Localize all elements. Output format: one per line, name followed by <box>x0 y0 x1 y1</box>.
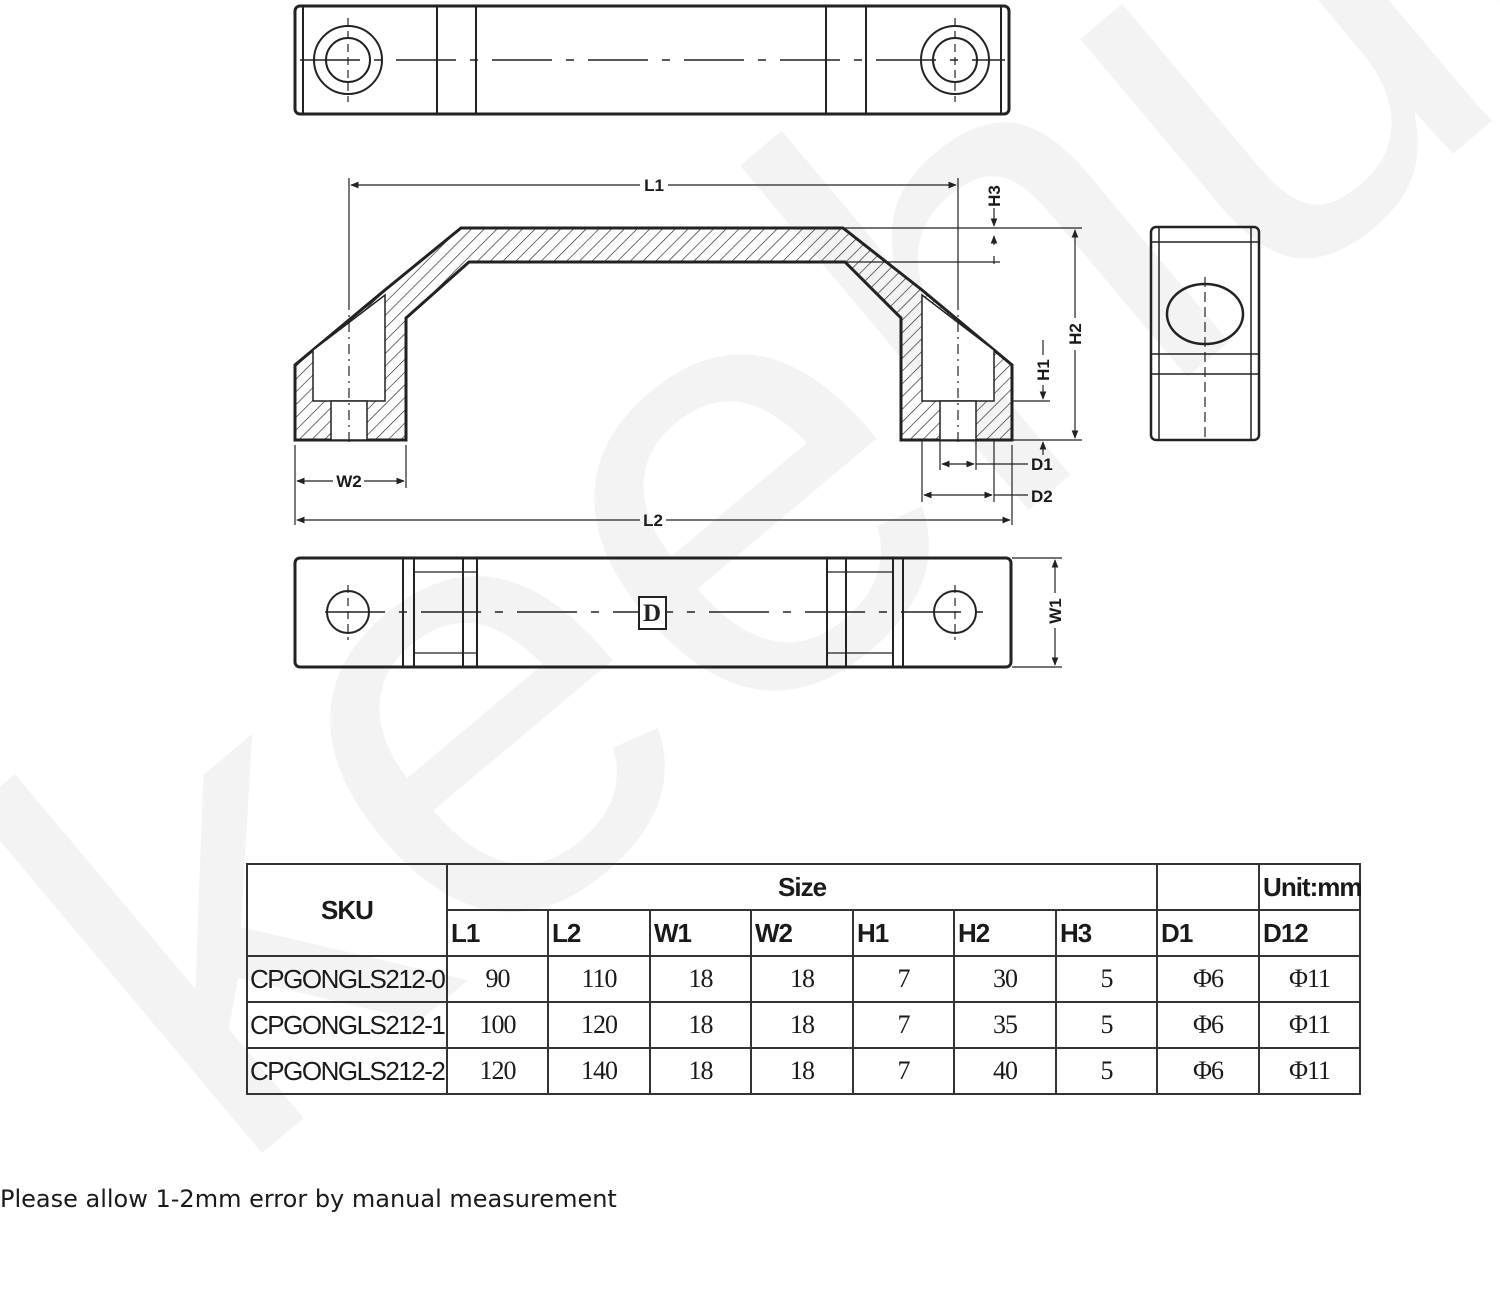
value-cell: Φ6 <box>1157 1002 1259 1048</box>
column-header: L2 <box>548 910 650 956</box>
label-d2: D2 <box>1031 487 1053 506</box>
blank-header-cell <box>1157 864 1259 910</box>
value-cell: 18 <box>751 1048 853 1094</box>
label-l1: L1 <box>644 176 664 195</box>
value-cell: 35 <box>954 1002 1056 1048</box>
footer-note: Please allow 1-2mm error by manual measurement <box>0 1185 617 1213</box>
label-h3: H3 <box>985 185 1004 207</box>
column-header: W2 <box>751 910 853 956</box>
value-cell: 90 <box>447 956 548 1002</box>
value-cell: 30 <box>954 956 1056 1002</box>
table-row <box>247 1048 1360 1094</box>
value-cell: 120 <box>548 1002 650 1048</box>
value-cell: 100 <box>447 1002 548 1048</box>
table-row <box>247 956 1360 1002</box>
value-cell: 140 <box>548 1048 650 1094</box>
column-header: L1 <box>447 910 548 956</box>
value-cell: 18 <box>650 1002 751 1048</box>
value-cell: Φ11 <box>1259 1002 1360 1048</box>
value-cell: Φ6 <box>1157 1048 1259 1094</box>
sku-cell: CPGONGLS212-1 <box>247 1002 447 1048</box>
value-cell: 5 <box>1056 1048 1157 1094</box>
value-cell: 40 <box>954 1048 1056 1094</box>
value-cell: 7 <box>853 1002 954 1048</box>
value-cell: 5 <box>1056 956 1157 1002</box>
column-header: D12 <box>1259 910 1360 956</box>
size-header: Size <box>447 864 1157 910</box>
label-h1: H1 <box>1034 359 1053 381</box>
column-header: H3 <box>1056 910 1157 956</box>
value-cell: Φ11 <box>1259 1048 1360 1094</box>
label-w1: W1 <box>1046 598 1065 624</box>
sku-cell: CPGONGLS212-2 <box>247 1048 447 1094</box>
value-cell: 120 <box>447 1048 548 1094</box>
value-cell: Φ11 <box>1259 956 1360 1002</box>
value-cell: 18 <box>650 1048 751 1094</box>
logo-mark: D <box>642 600 662 627</box>
label-w2: W2 <box>336 472 362 491</box>
value-cell: 7 <box>853 1048 954 1094</box>
column-header: H1 <box>853 910 954 956</box>
unit-header: Unit:mm <box>1259 864 1360 910</box>
column-header: H2 <box>954 910 1056 956</box>
value-cell: Φ6 <box>1157 956 1259 1002</box>
table-header-row <box>247 864 1360 910</box>
label-l2: L2 <box>643 511 663 530</box>
sku-header: SKU <box>247 864 447 956</box>
column-header: W1 <box>650 910 751 956</box>
column-header: D1 <box>1157 910 1259 956</box>
label-h2: H2 <box>1066 323 1085 345</box>
value-cell: 18 <box>751 1002 853 1048</box>
value-cell: 18 <box>751 956 853 1002</box>
value-cell: 7 <box>853 956 954 1002</box>
table-row <box>247 1002 1360 1048</box>
value-cell: 18 <box>650 956 751 1002</box>
value-cell: 5 <box>1056 1002 1157 1048</box>
value-cell: 110 <box>548 956 650 1002</box>
spec-table <box>246 863 1361 1095</box>
sku-cell: CPGONGLS212-0 <box>247 956 447 1002</box>
label-d1: D1 <box>1031 455 1053 474</box>
